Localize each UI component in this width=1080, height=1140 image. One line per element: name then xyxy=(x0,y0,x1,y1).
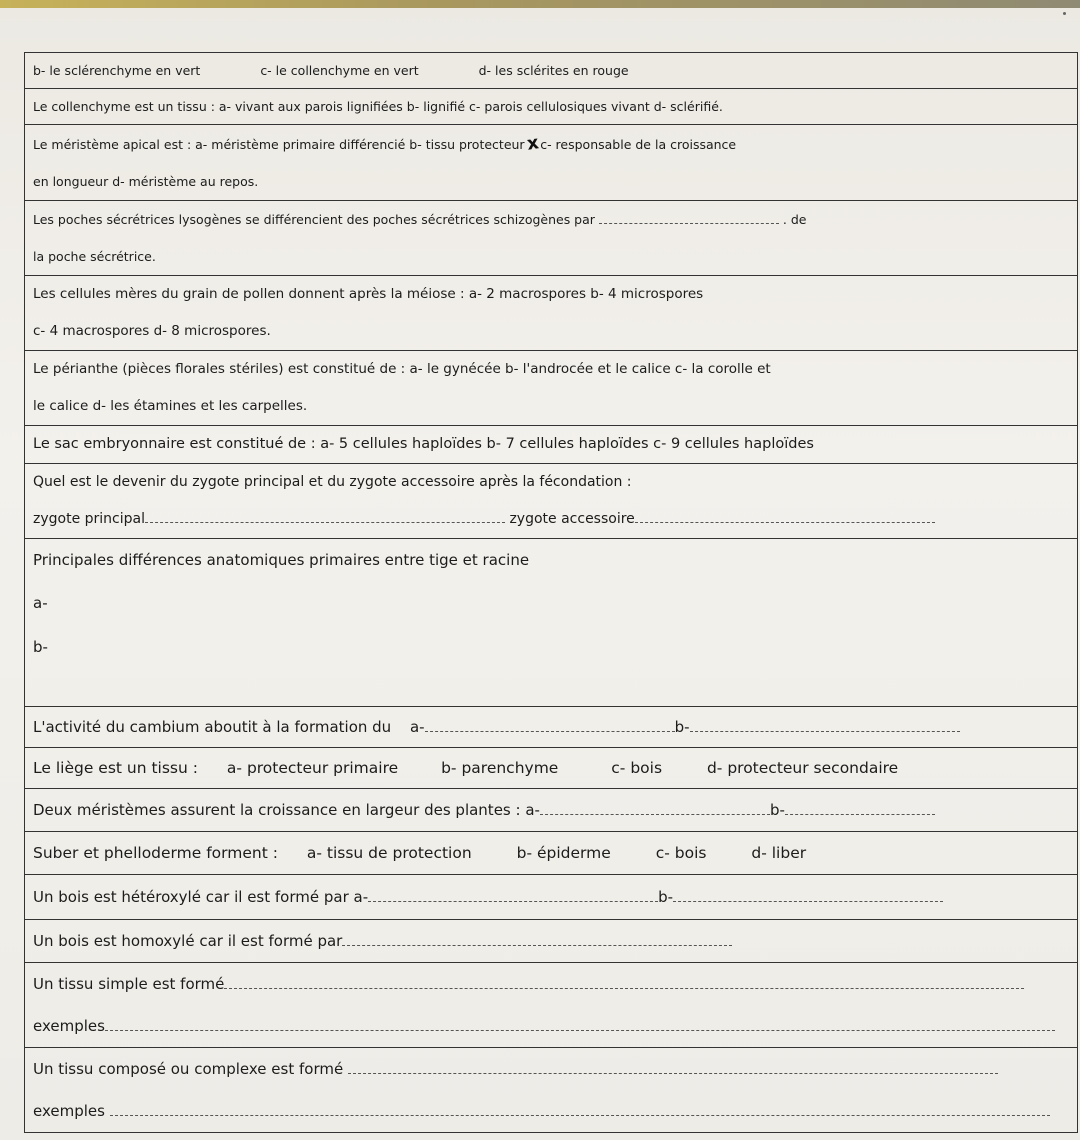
question-text: Un bois est homoxylé car il est formé par xyxy=(33,932,343,950)
row-homoxyle xyxy=(25,920,1078,963)
question-line-2: le calice d- les étamines et les carpelles. xyxy=(33,398,308,414)
answer-blank[interactable] xyxy=(342,933,732,946)
question-title: Principales différences anatomiques primaires entre tige et racine xyxy=(33,551,530,569)
question-line-1 xyxy=(33,1048,1069,1090)
label-zygote-accessoire: zygote accessoire xyxy=(509,511,635,527)
answer-blank-principal[interactable] xyxy=(145,510,505,523)
option-d: d- protecteur secondaire xyxy=(706,759,899,777)
question-line-2: c- 4 macrospores d- 8 microspores. xyxy=(33,323,271,339)
examples-blank[interactable] xyxy=(105,1018,1055,1031)
question-text: Un tissu simple est formé xyxy=(33,975,225,993)
label-b: b- xyxy=(674,718,690,736)
label-b: b- xyxy=(769,801,785,819)
top-edge xyxy=(0,0,1080,8)
row-differences xyxy=(25,539,1078,707)
question-line-2 xyxy=(33,1090,1069,1132)
answer-blank-b[interactable] xyxy=(785,802,935,815)
question-part-a: Le méristème apical est : a- méristème primaire différencié b- tissu protecteur xyxy=(33,137,525,152)
question-line-1: Les cellules mères du grain de pollen donnent après la méiose : a- 2 macrospores b- 4 microspores xyxy=(33,286,704,302)
question-line-1 xyxy=(33,125,1069,163)
option-d: d- les sclérites en rouge xyxy=(478,63,629,78)
row-suber xyxy=(25,832,1078,875)
answer-blank[interactable] xyxy=(599,211,779,224)
answer-mark: x xyxy=(525,132,540,155)
row-meristeme-apical xyxy=(25,125,1078,201)
question-text: Un bois est hétéroxylé car il est formé par a- xyxy=(33,888,369,906)
answer-a-label: a- xyxy=(33,594,48,612)
answer-blank-a[interactable] xyxy=(425,719,675,732)
question-text: Le liège est un tissu : xyxy=(33,759,198,777)
row-cambium xyxy=(25,707,1078,748)
row-tissu-compose xyxy=(25,1048,1078,1133)
row-sclerenchyme xyxy=(25,53,1078,89)
option-c: c- le collenchyme en vert xyxy=(260,63,419,78)
question-part-b: . de xyxy=(782,212,807,227)
option-b: b- parenchyme xyxy=(441,759,559,777)
question-text: Le sac embryonnaire est constitué de : a- 5 cellules haploïdes b- 7 cellules haploïdes c- 9 cellules haploïdes xyxy=(33,436,814,452)
option-a: a- protecteur primaire xyxy=(226,759,399,777)
row-sac-embryonnaire xyxy=(25,426,1078,464)
answer-b-label: b- xyxy=(33,638,48,656)
question-text: L'activité du cambium aboutit à la formation du xyxy=(33,718,392,736)
question-line-1: Le périanthe (pièces florales stériles) est constitué de : a- le gynécée b- l'androcée et le calice c- la corolle et xyxy=(33,361,771,377)
row-zygote xyxy=(25,464,1078,539)
question-text: Suber et phelloderme forment : xyxy=(33,844,278,862)
question-part-a: Les poches sécrétrices lysogènes se différencient des poches sécrétrices schizogènes par xyxy=(33,212,595,227)
question-line-2: la poche sécrétrice. xyxy=(33,249,156,264)
option-a: a- tissu de protection xyxy=(306,844,472,862)
label-zygote-principal: zygote principal xyxy=(33,511,145,527)
question-line-1: Quel est le devenir du zygote principal et du zygote accessoire après la fécondation : xyxy=(33,474,632,490)
examples-label: exemples xyxy=(33,1017,105,1035)
row-meristemes-largeur xyxy=(25,789,1078,832)
question-line-2 xyxy=(33,1005,1069,1047)
question-text: Un tissu composé ou complexe est formé xyxy=(33,1060,344,1078)
option-b: b- le sclérenchyme en vert xyxy=(33,63,201,78)
question-text: Le collenchyme est un tissu : a- vivant aux parois lignifiées b- lignifié c- parois cellulosiques vivant d- sclérifié. xyxy=(33,99,723,114)
answer-blank-a[interactable] xyxy=(540,802,770,815)
row-heteroxyle xyxy=(25,875,1078,920)
option-d: d- liber xyxy=(751,844,807,862)
question-line-1 xyxy=(33,963,1069,1005)
row-collenchyme xyxy=(25,89,1078,125)
row-pollen xyxy=(25,276,1078,351)
question-table xyxy=(24,52,1078,1133)
answer-blank-accessoire[interactable] xyxy=(635,510,935,523)
question-part-b: c- responsable de la croissance xyxy=(540,137,737,152)
row-tissu-simple xyxy=(25,963,1078,1048)
examples-blank[interactable] xyxy=(110,1103,1050,1116)
answer-blank[interactable] xyxy=(348,1061,998,1074)
question-line-2 xyxy=(33,501,1069,538)
question-text: Deux méristèmes assurent la croissance en largeur des plantes : a- xyxy=(33,801,540,819)
row-liege xyxy=(25,748,1078,789)
row-perianthe xyxy=(25,351,1078,426)
question-line-2: en longueur d- méristème au repos. xyxy=(33,174,259,189)
examples-label: exemples xyxy=(33,1102,105,1120)
answer-blank[interactable] xyxy=(224,976,1024,989)
answer-blank-b[interactable] xyxy=(673,889,943,902)
label-a: a- xyxy=(409,718,425,736)
option-c: c- bois xyxy=(655,844,707,862)
question-line-1 xyxy=(33,201,1069,238)
row-poches xyxy=(25,201,1078,276)
option-c: c- bois xyxy=(611,759,663,777)
speck xyxy=(1063,12,1066,15)
answer-blank-a[interactable] xyxy=(368,889,658,902)
option-b: b- épiderme xyxy=(516,844,611,862)
answer-blank-b[interactable] xyxy=(690,719,960,732)
label-b: b- xyxy=(658,888,674,906)
